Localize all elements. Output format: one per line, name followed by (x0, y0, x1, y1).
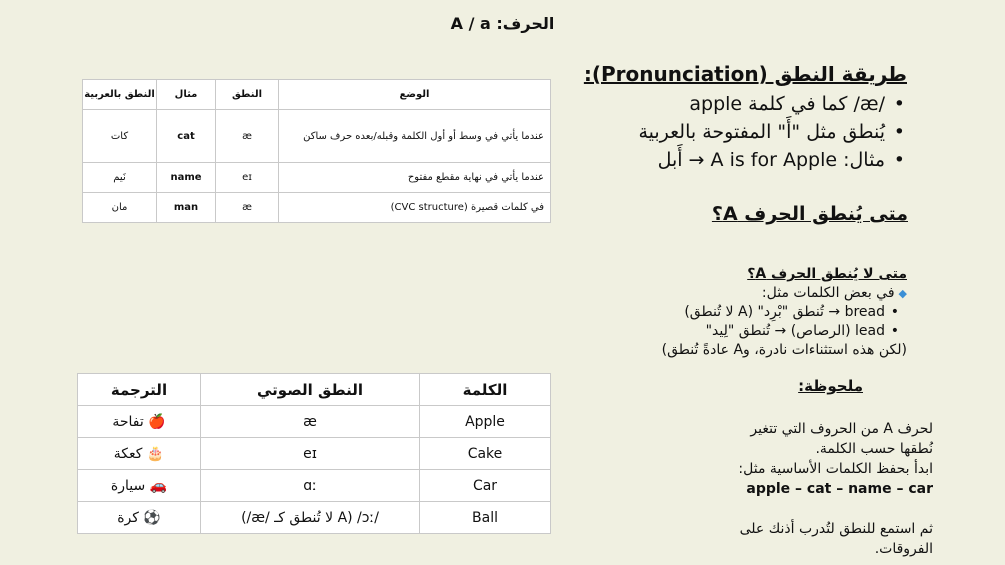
table-row (83, 193, 551, 223)
note-line-1: لحرف A من الحروف التي تتغير نُطقها حسب الكلمة. (750, 421, 933, 457)
note-heading: ملحوظة: (798, 377, 863, 395)
word-cell: Cake (420, 438, 551, 470)
note-key-words: apple – cat – name – car (746, 481, 933, 497)
phonetic-cell: æ (201, 406, 420, 438)
translation-cell: 🍎 تفاحة (78, 406, 201, 438)
translation-cell: ⚽ كرة (78, 502, 201, 534)
word-cell: Ball (420, 502, 551, 534)
situation-cell: في كلمات قصيرة (CVC structure) (279, 193, 551, 223)
arabic-cell: مان (83, 193, 157, 223)
table-row (78, 406, 551, 438)
sound-cell: æ (216, 110, 279, 163)
when-pronounced-heading: متى يُنطق الحرف A؟ (711, 203, 908, 225)
col-header-arabic: النطق بالعربية (83, 80, 157, 110)
sound-cell: æ (216, 193, 279, 223)
phonetic-cell: /ɔː/ (A لا تُنطق كـ /æ/) (201, 502, 420, 534)
phonetic-cell: ɑː (201, 470, 420, 502)
blue-diamond-icon: ◆ (898, 287, 907, 300)
translation-cell: 🎂 كعكة (78, 438, 201, 470)
list-item: • /æ/ كما في كلمة apple (638, 90, 885, 118)
table-row (78, 438, 551, 470)
page-title: الحرف: A / a (450, 14, 555, 33)
list-item: • lead (الرصاص) → تُنطق "لِيد" (662, 322, 885, 341)
col-header-example: مثال (157, 80, 216, 110)
arabic-cell: كات (83, 110, 157, 163)
word-cell: Apple (420, 406, 551, 438)
col-header-phonetic: النطق الصوتي (201, 374, 420, 406)
phonetic-cell: eɪ (201, 438, 420, 470)
rules-table-header-row (83, 80, 551, 110)
word-cell: Car (420, 470, 551, 502)
col-header-sound: النطق (216, 80, 279, 110)
list-item: • يُنطق مثل "أَ" المفتوحة بالعربية (638, 118, 885, 146)
note-line-2: ابدأ بحفظ الكلمات الأساسية مثل: (738, 461, 933, 477)
pronunciation-list (638, 90, 885, 174)
note-spacer (713, 499, 933, 519)
table-row (83, 163, 551, 193)
silent-intro: في بعض الكلمات مثل: (761, 285, 895, 301)
example-cell: man (157, 193, 216, 223)
words-table (77, 373, 551, 534)
col-header-word: الكلمة (420, 374, 551, 406)
note-body (713, 419, 933, 559)
table-row (78, 470, 551, 502)
note-line-3: ثم استمع للنطق لتُدرب أذنك على الفروقات. (739, 521, 933, 557)
words-table-header-row (78, 374, 551, 406)
silent-intro-line (662, 284, 907, 303)
arabic-cell: نَيم (83, 163, 157, 193)
list-item: • bread → تُنطق "بْرِد" (A لا تُنطق) (662, 303, 885, 322)
example-cell: name (157, 163, 216, 193)
situation-cell: عندما يأتي في وسط أو أول الكلمة وقبله/بعده حرف ساكن (279, 110, 551, 163)
list-item: • مثال: A is for Apple → أَبل (638, 146, 885, 174)
pronunciation-heading: طريقة النطق (Pronunciation): (583, 62, 907, 86)
rules-table (82, 79, 551, 223)
situation-cell: عندما يأتي في نهاية مقطع مفتوح (279, 163, 551, 193)
sound-cell: eɪ (216, 163, 279, 193)
translation-cell: 🚗 سيارة (78, 470, 201, 502)
example-cell: cat (157, 110, 216, 163)
col-header-situation: الوضع (279, 80, 551, 110)
table-row (83, 110, 551, 163)
silent-footer: (لكن هذه استثناءات نادرة، وA عادةً تُنطق) (661, 342, 907, 358)
silent-section (662, 265, 907, 360)
silent-title: متى لا يُنطق الحرف A؟ (747, 266, 907, 282)
table-row (78, 502, 551, 534)
col-header-translation: الترجمة (78, 374, 201, 406)
silent-list (662, 303, 885, 341)
